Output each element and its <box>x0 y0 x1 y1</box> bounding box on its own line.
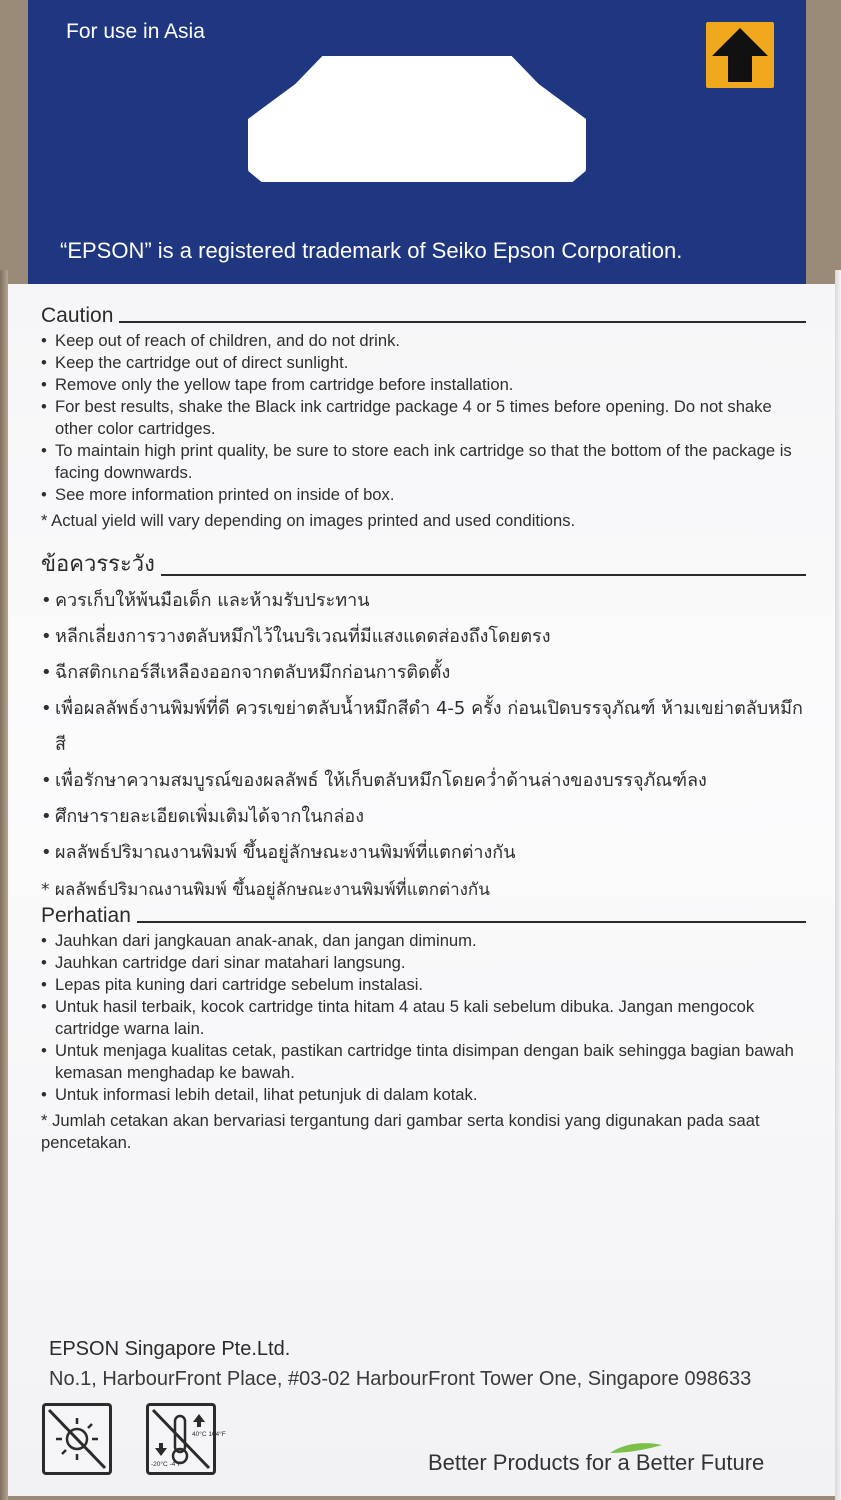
caution-title: Caution <box>41 304 114 327</box>
thai-list <box>41 583 806 871</box>
list-item: • เพื่อรักษาความสมบูรณ์ของผลลัพธ์ ให้เก็บตลับหมึกโดยคว่ำด้านล่างของบรรจุภัณฑ์ลง <box>41 763 806 799</box>
list-item: • Jauhkan dari jangkauan anak-anak, dan jangan diminum. <box>41 930 806 952</box>
list-item: • หลีกเลี่ยงการวางตลับหมึกไว้ในบริเวณที่มีแสงแดดส่องถึงโดยตรง <box>41 619 806 655</box>
no-sunlight-icon <box>42 1403 112 1475</box>
thai-section <box>41 546 806 905</box>
trademark-text: “EPSON” is a registered trademark of Seiko Epson Corporation. <box>60 238 683 263</box>
list-item: • ควรเก็บให้พ้นมือเด็ก และห้ามรับประทาน <box>41 583 806 619</box>
perhatian-section <box>41 904 806 1154</box>
list-item: • Jauhkan cartridge dari sinar matahari langsung. <box>41 952 806 974</box>
list-item: • ศึกษารายละเอียดเพิ่มเติมได้จากในกล่อง <box>41 799 806 835</box>
list-item: • Remove only the yellow tape from cartridge before installation. <box>41 374 806 396</box>
perhatian-rule <box>137 921 806 923</box>
list-item: • ฉีกสติกเกอร์สีเหลืองออกจากตลับหมึกก่อนการติดตั้ง <box>41 655 806 691</box>
list-item: • To maintain high print quality, be sure to store each ink cartridge so that the bottom of the package is facing downwards. <box>41 440 806 484</box>
company-name: EPSON Singapore Pte.Ltd. <box>49 1338 291 1360</box>
caution-rule <box>119 321 806 323</box>
perhatian-note: * Jumlah cetakan akan bervariasi tergantung dari gambar serta kondisi yang digunakan pada saat pencetakan. <box>41 1111 760 1152</box>
list-item: • Untuk hasil terbaik, kocok cartridge tinta hitam 4 atau 5 kali sebelum dibuka. Jangan mengocok cartridge warna lain. <box>41 996 806 1040</box>
temperature-low-label: -20°C -4°F <box>151 1461 182 1468</box>
perhatian-title: Perhatian <box>41 904 131 927</box>
list-item: • Untuk menjaga kualitas cetak, pastikan cartridge tinta disimpan dengan baik sehingga bagian bawah kemasan menghadap ke bawah. <box>41 1040 806 1084</box>
list-item: • For best results, shake the Black ink cartridge package 4 or 5 times before opening. Do not shake other color cartridges. <box>41 396 806 440</box>
thai-note: * ผลลัพธ์ปริมาณงานพิมพ์ ขึ้นอยู่ลักษณะงานพิมพ์ที่แตกต่างกัน <box>41 880 490 900</box>
caution-note: * Actual yield will vary depending on images printed and used conditions. <box>41 511 576 530</box>
region-label: For use in Asia <box>66 20 205 43</box>
company-address: No.1, HarbourFront Place, #03-02 HarbourFront Tower One, Singapore 098633 <box>49 1368 752 1390</box>
thai-rule <box>161 574 806 576</box>
perhatian-list <box>41 930 806 1106</box>
list-item: • เพื่อผลลัพธ์งานพิมพ์ที่ดี ควรเขย่าตลับน้ำหมึกสีดำ 4-5 ครั้ง ก่อนเปิดบรรจุภัณฑ์ ห้ามเขย่าตลับหมึกสี <box>41 691 806 763</box>
up-arrow-icon <box>706 22 774 88</box>
temperature-range-icon <box>146 1403 226 1475</box>
caution-section <box>41 304 806 532</box>
temperature-high-label: 40°C 104°F <box>192 1431 226 1438</box>
slogan-text: Better Products for a Better Future <box>428 1450 765 1475</box>
list-item: • ผลลัพธ์ปริมาณงานพิมพ์ ขึ้นอยู่ลักษณะงานพิมพ์ที่แตกต่างกัน <box>41 835 806 871</box>
list-item: • Keep the cartridge out of direct sunlight. <box>41 352 806 374</box>
box-edge-right <box>835 270 841 1500</box>
caution-list <box>41 330 806 506</box>
list-item: • Lepas pita kuning dari cartridge sebelum instalasi. <box>41 974 806 996</box>
list-item: • Keep out of reach of children, and do not drink. <box>41 330 806 352</box>
box-edge-left <box>0 270 8 1500</box>
list-item: • See more information printed on inside of box. <box>41 484 806 506</box>
thai-title: ข้อควรระวัง <box>41 552 155 577</box>
list-item: • Untuk informasi lebih detail, lihat petunjuk di dalam kotak. <box>41 1084 806 1106</box>
